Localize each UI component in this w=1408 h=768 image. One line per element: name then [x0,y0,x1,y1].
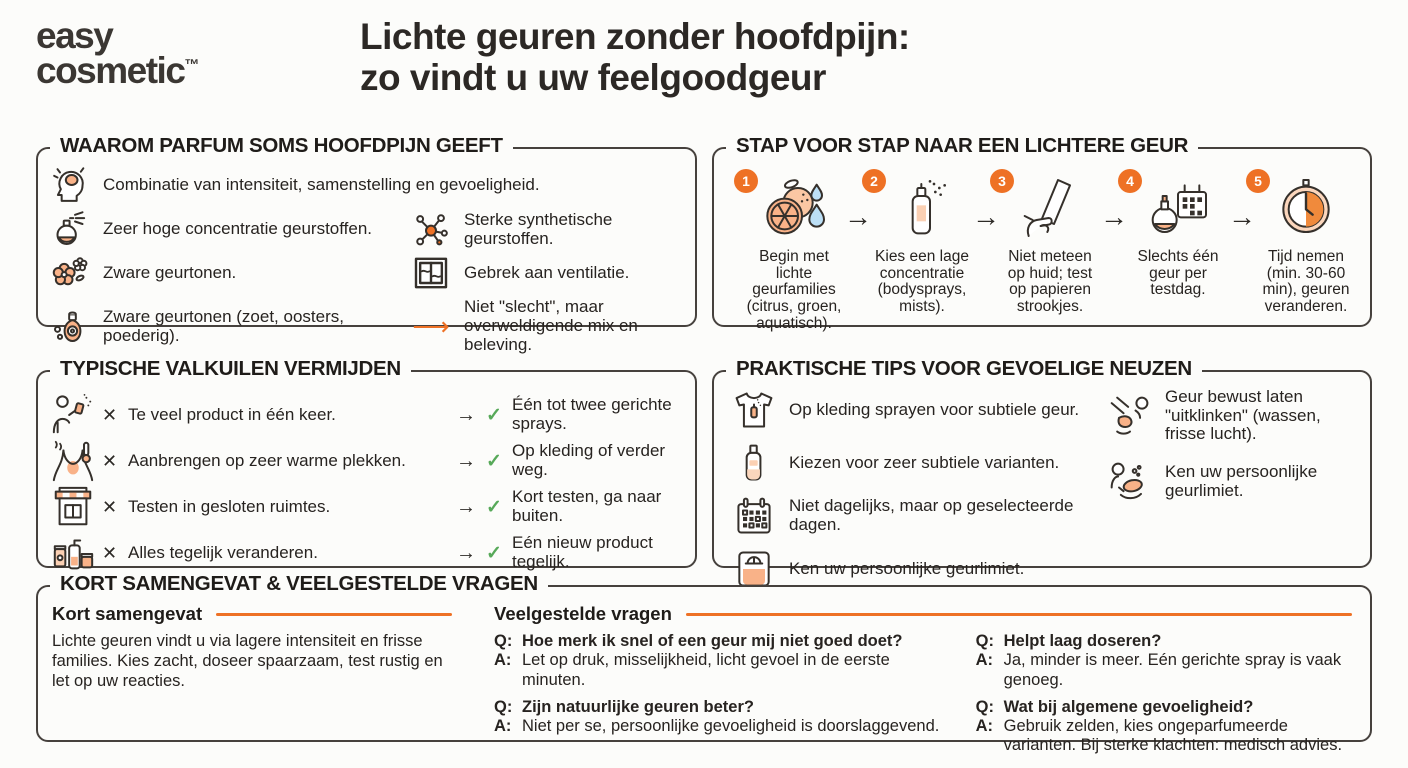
pitfall-row [46,438,683,484]
arrow-right-icon: ⟶ [412,310,450,341]
why-item-text: Zware geurtonen (zoet, oosters, poederig). [103,306,344,345]
step-2 [872,175,972,316]
step-caption: Slechts één geur per testdag. [1137,248,1219,299]
faq-answer: Gebruik zelden, kies ongeparfumeerde varianten. Bij sterke klachten: medisch advies. [1003,717,1343,755]
step-number-badge: 1 [734,169,758,193]
a-label: A: [975,717,994,736]
faq-answer: Let op druk, misselijkheid, licht gevoel in de eerste minuten. [522,651,890,689]
arrow-icon: → [456,403,476,426]
a-label: A: [494,651,512,670]
arrow-icon: → [456,495,476,518]
panel-summary-title: KORT SAMENGEVAT & VEELGESTELDE VRAGEN [50,572,548,596]
why-item-synthetic [411,209,681,249]
pitfall-do-text: Op kleding of verder weg. [512,441,666,479]
flowers-icon [50,253,90,293]
summary-text: Lichte geuren vindt u via lagere intensiteit en frisse families. Kies zacht, doseer spaarzaam, test rustig en let op uw reacties. [52,632,443,690]
logo-line1: easy [36,15,113,56]
step-arrow-icon: → [1100,201,1128,232]
why-item-text: Zware geurtonen. [103,263,237,283]
faq-cell-left [494,632,946,764]
why-item-text: Gebrek aan ventilatie. [464,263,630,283]
faq-answer: Niet per se, persoonlijke gevoeligheid is doorslaggevend. [522,717,940,736]
brand-logo [36,15,200,92]
pitfall-do-text: Kort testen, ga naar buiten. [512,487,662,525]
panel-practical-tips [712,357,1372,578]
timer-icon [1274,176,1338,240]
step-arrow-icon: → [972,201,1000,232]
a-label: A: [975,651,994,670]
faq-question: Hoe merk ik snel of een geur mij niet goed doet? [522,632,903,650]
many-products-icon [50,530,96,576]
arrow-icon: → [456,541,476,564]
mist-spray-icon [890,176,954,240]
pitfall-dont-text: Te veel product in één keer. [128,404,336,424]
faq-subheading: Veelgestelde vragen [494,603,672,624]
arrow-icon: → [456,449,476,472]
why-item-ventilation [411,253,681,293]
logo-line2: cosmetic [36,50,185,92]
tshirt-spray-icon [732,388,776,432]
step-number-badge: 5 [1246,169,1270,193]
tip-item [732,494,1100,538]
pitfall-do-text: Eén nieuw product tegelijk. [512,533,653,571]
step-arrow-icon: → [844,201,872,232]
why-item-text: Zeer hoge concentratie geurstoffen. [103,219,373,239]
headache-icon [50,165,90,205]
page-title-line1: Lichte geuren zonder hoofdpijn: [360,16,910,57]
check-icon: ✓ [486,450,502,472]
window-icon [411,253,451,293]
calendar-icon [732,494,776,538]
why-lead-item [50,165,681,205]
closed-shop-icon [50,484,96,530]
panel-why-perfume-headache [36,134,697,355]
x-mark-icon: ✕ [102,450,118,471]
check-icon: ✓ [486,496,502,518]
wash-arm-icon [1108,394,1152,438]
molecule-icon [411,209,451,249]
why-item-overwhelming [411,297,681,354]
step-number-badge: 4 [1118,169,1142,193]
faq-cell-right [976,632,1352,764]
atomizer-icon [50,209,90,249]
pitfall-do-text: Één tot twee gerichte sprays. [512,395,672,433]
page-title [360,16,910,99]
trademark-symbol: ™ [184,56,200,74]
faq-answer: Ja, minder is meer. Eén gerichte spray is vaak genoeg. [1003,651,1342,689]
panel-tips-title: PRAKTISCHE TIPS VOOR GEVOELIGE NEUZEN [726,357,1202,381]
q-label: Q: [975,632,994,650]
x-mark-icon: ✕ [102,404,118,425]
citrus-drops-icon [762,176,826,240]
faq-column [494,603,1352,764]
panel-why-title: WAAROM PARFUM SOMS HOOFDPIJN GEEFT [50,134,513,158]
tip-text: Ken uw persoonlijke geurlimiet. [1165,462,1318,501]
step-4 [1128,175,1228,299]
x-mark-icon: ✕ [102,542,118,563]
step-arrow-icon: → [1228,201,1256,232]
tip-text: Ken uw persoonlijke geurlimiet. [789,558,1025,578]
step-caption: Begin met lichte geurfamilies (citrus, groen, aquatisch). [746,248,842,332]
pitfall-row [46,530,683,576]
oriental-bottle-icon [50,306,90,346]
step-3 [1000,175,1100,316]
summary-subheading: Kort samengevat [52,603,203,624]
panel-step-by-step [712,134,1372,332]
faq-item [976,632,1352,690]
panel-pitfalls [36,357,697,571]
step-1 [744,175,844,333]
step-caption: Tijd nemen (min. 30-60 min), geuren veranderen. [1262,248,1350,316]
pitfall-row [46,484,683,530]
panel-pitfalls-title: TYPISCHE VALKUILEN VERMIJDEN [50,357,411,381]
why-item-concentration [50,209,405,249]
tip-item [732,441,1100,485]
step-caption: Kies een lage concentratie (bodysprays, mists). [875,248,969,316]
orange-divider-line [686,613,1352,616]
faq-question: Wat bij algemene gevoeligheid? [1003,697,1254,716]
page-title-line2: zo vindt u uw feelgoodgeur [360,57,826,99]
tip-text: Geur bewust laten "uitklinken" (wassen, frisse lucht). [1165,387,1321,444]
paper-strip-icon [1018,176,1082,240]
why-item-text: Sterke synthetische geurstoffen. [464,209,613,248]
faq-question: Zijn natuurlijke geuren beter? [522,697,754,716]
tip-item [732,388,1100,432]
mist-bottle-icon [732,441,776,485]
q-label: Q: [975,697,994,716]
perfume-calendar-icon [1146,176,1210,240]
tip-text: Op kleding sprayen voor subtiele geur. [789,399,1080,419]
step-caption: Niet meteen op huid; test op papieren strookjes. [1007,248,1093,316]
tip-item [1108,388,1360,444]
orange-divider-line [216,613,452,616]
panel-summary-faq [36,572,1372,755]
check-icon: ✓ [486,404,502,426]
why-item-heavy-notes [50,253,405,293]
overspray-person-icon [50,392,96,438]
q-label: Q: [494,632,513,650]
why-item-oriental [50,297,405,354]
summary-column [52,603,452,764]
pitfall-dont-text: Aanbrengen op zeer warme plekken. [128,450,406,470]
faq-item [494,698,946,737]
faq-question: Helpt laag doseren? [1003,632,1162,650]
panel-steps-title: STAP VOOR STAP NAAR EEN LICHTERE GEUR [726,134,1198,158]
why-item-text: Niet "slecht", maar overweldigende mix en beleving. [464,297,638,355]
tip-text: Kiezen voor zeer subtiele varianten. [789,452,1060,472]
tip-text: Niet dagelijks, maar op geselecteerde dagen. [789,496,1074,534]
faq-item [976,698,1352,756]
step-number-badge: 3 [990,169,1014,193]
faq-item [494,632,946,690]
step-number-badge: 2 [862,169,886,193]
tip-item [1108,460,1360,504]
step-5 [1256,175,1356,316]
pitfall-dont-text: Alles tegelijk veranderen. [128,542,318,562]
why-lead-text: Combinatie van intensiteit, samenstelling en gevoeligheid. [103,175,540,195]
x-mark-icon: ✕ [102,496,118,517]
check-icon: ✓ [486,542,502,564]
a-label: A: [494,717,512,736]
q-label: Q: [494,697,513,716]
soap-hands-icon [1108,460,1152,504]
pitfall-dont-text: Testen in gesloten ruimtes. [128,496,331,516]
pitfall-row [46,392,683,438]
warm-skin-icon [50,438,96,484]
